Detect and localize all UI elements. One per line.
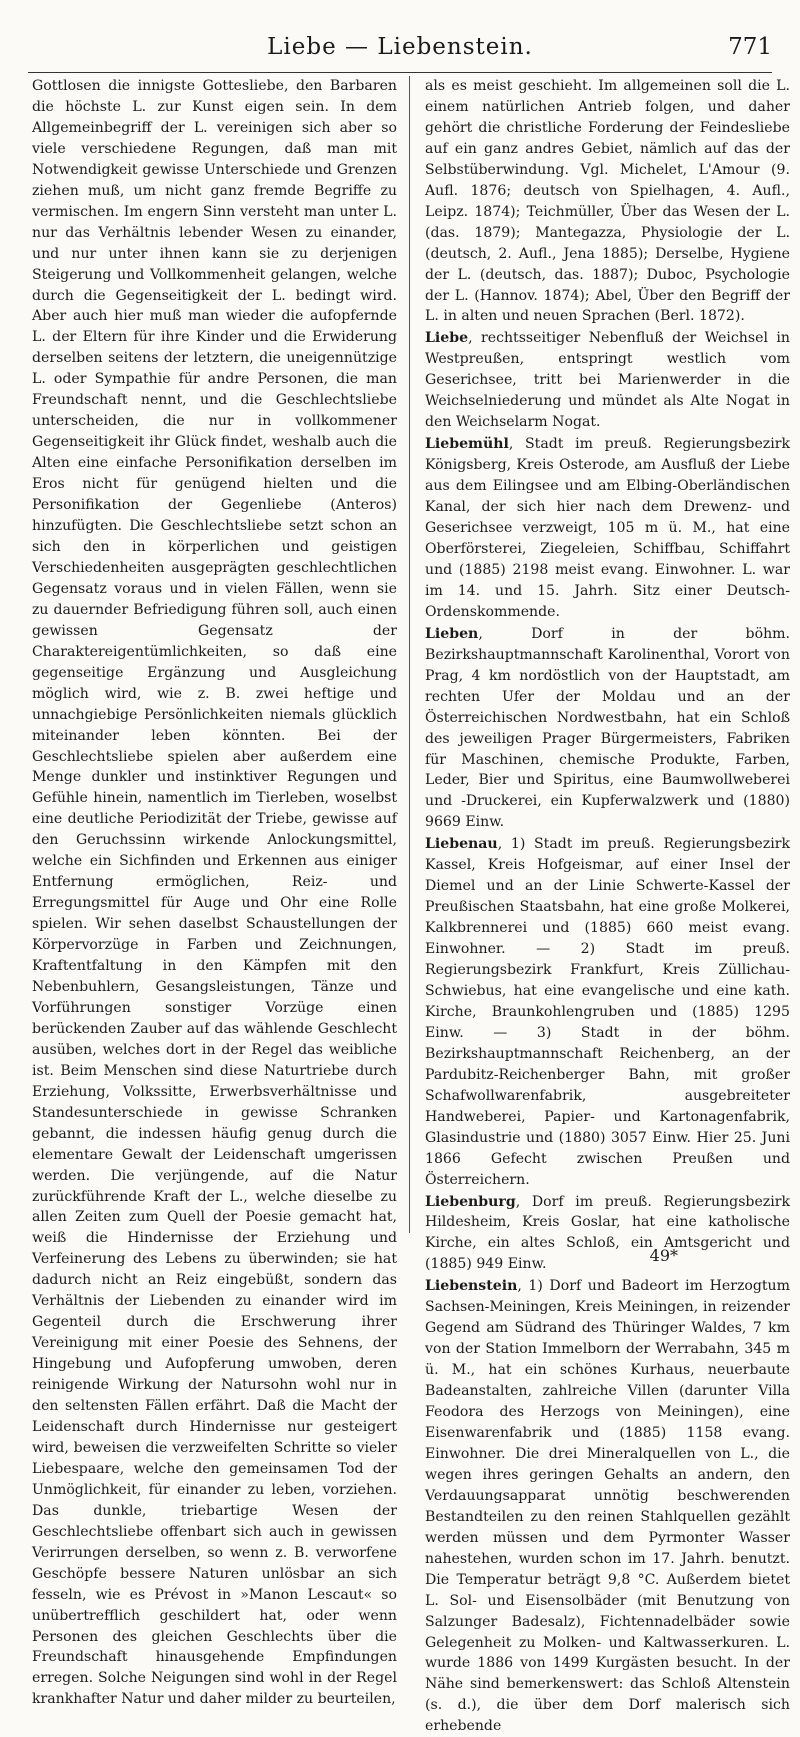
entry-headword: Liebenstein: [425, 1278, 518, 1295]
entry-headword: Liebenau: [425, 836, 498, 853]
entry-headword: Lieben: [425, 625, 479, 642]
entry-text: , rechtsseitiger Nebenfluß der Weichsel in Westpreußen, entspringt westlich vom Geserichsee, tritt bei Marienwerder in die Weichselniederung und mündet als Alte Nogat in den Weichselarm Nogat.: [425, 330, 790, 431]
article-text: Gottlosen die innigste Gottesliebe, den Barbaren die höchste L. zur Kunst eigen sein. In dem Allgemeinbegriff der L. vereinigen sich aber so viele verschiedene Regungen, daß man mit Notwendigkeit gewisse Unterschiede und Grenzen ziehen muß, um nicht ganz fremde Begriffe zu vermischen. Im engern Sinn versteht man unter L. nur das Verhältnis lebender Wesen zu einander, und nur unter ihnen kann sie zu derjenigen Steigerung und Vollkommenheit gelangen, welche durch die Gegenseitigkeit der L. bedingt wird. Aber auch hier muß man wieder die aufopfernde L. der Eltern für ihre Kinder und die Erwiderung derselben seitens der letztern, die uneigennützige L. oder Sympathie für andre Personen, die man Freundschaft nennt, und die Geschlechtsliebe unterscheiden, die nur in vollkommener Gegenseitigkeit ihr Glück findet, weshalb auch die Alten eine einfache Personifikation derselben im Eros nicht für genügend hielten und die Personifikation der Gegenliebe (Anteros) hinzufügten. Die Geschlechtsliebe setzt schon an sich den in körperlichen und geistigen Verschiedenheiten ausgeprägten geschlechtlichen Gegensatz voraus und in vielen Fällen, wenn sie zu dauernder Befriedigung führen soll, auch einen gewissen Gegensatz der Charaktereigentümlichkeiten, so daß eine gegenseitige Ergänzung und Ausgleichung möglich wird, wie z. B. zwei heftige und unnachgiebige Persönlichkeiten niemals glücklich miteinander leben könnten. Bei der Geschlechtsliebe spielen aber außerdem eine Menge dunkler und instinktiver Regungen und Gefühle hinein, namentlich im Tierleben, woselbst eine deutliche Periodizität der Triebe, gewisse auf den Geruchssinn wirkende Anlockungsmittel, welche ein Sichfinden und Erkennen aus einiger Entfernung ermöglichen, Reiz- und Erregungsmittel für Auge und Ohr eine Rolle spielen. Wir sehen daselbst Schaustellungen der Körpervorzüge in Farben und Zeichnungen, Kraftentfaltung in den Kämpfen mit den Nebenbuhlern, Gesangsleistungen, Tänze und Vorführungen sonstiger Vorzüge einen berückenden Zauber auf das wählende Geschlecht ausüben, welches dort in der Regel das weibliche ist. Beim Menschen sind diese Naturtriebe durch Erziehung, Volkssitte, Erwerbsverhältnisse und Standesunterschiede in gewisse Schranken gebannt, die indessen häufig genug durch die elementare Gewalt der Leidenschaft umgerissen werden. Die verjüngende, auf die Natur zurückführende Kraft der L., welche dieselbe zu allen Zeiten zum Quell der Poesie gemacht hat, weiß die Hindernisse der Erziehung und Verfeinerung des Lebens zu überwinden; sie hat dadurch nicht an Reiz eingebüßt, sondern das Verhältnis der Liebenden zu einander wird im Gegenteil durch die Erschwerung ihrer Vereinigung mit einer Poesie des Sehnens, der Hingebung und Aufopferung umwoben, deren reinigende Wirkung der Natursohn wohl nur in den seltensten Fällen erfährt. Daß die Macht der Leidenschaft durch Hindernisse nur gesteigert wird, beweisen die verzweifelten Schritte so vieler Liebespaare, welche den gemeinsamen Tod der Unmöglichkeit, für einander zu leben, vorziehen. Das dunkle, triebartige Wesen der Geschlechtsliebe offenbart sich auch in gewissen Verirrungen derselben, so wenn z. B. verworfene Geschöpfe bessere Naturen unlösbar an sich fesseln, wie es Prévost in »Manon Lescaut« so unübertrefflich geschildert hat, oder wenn Personen des gleichen Geschlechts über die Freundschaft hinausgehende Empfindungen erregen. Solche Neigungen sind wohl in der Regel krankhafter Natur und daher milder zu beurteilen,: [32, 78, 397, 1708]
entry-headword: Liebe: [425, 330, 469, 347]
article-text: [425, 76, 790, 327]
entry-text: als es meist geschieht. Im allgemeinen soll die L. einem natürlichen Antrieb folgen, und daher gehört die christliche Forderung der Feindesliebe auf ein ganz andres Gebiet, nämlich auf das der Selbstüberwindung. Vgl. Michelet, L'Amour (9. Aufl. 1876; deutsch von Spielhagen, 4. Aufl., Leipz. 1874); Teichmüller, Über das Wesen der L. (das. 1879); Mantegazza, Physiologie der L. (deutsch, 2. Aufl., Jena 1885); Derselbe, Hygiene der L. (deutsch, das. 1887); Duboc, Psychologie der L. (Hannov. 1874); Abel, Über den Begriff der L. in alten und neuen Sprachen (Berl. 1872).: [425, 78, 790, 325]
column-divider: [409, 76, 410, 1233]
entry-liebenau: [425, 834, 790, 1190]
entry-text: , Dorf im preuß. Regierungsbezirk Hildesheim, Kreis Goslar, hat eine katholische Kirche, ein altes Schloß, ein Amtsgericht und (1885) 949 Einw.: [425, 1193, 790, 1273]
page-number: 771: [728, 34, 772, 60]
right-column: [425, 76, 790, 1735]
entry-liebemuehl: [425, 434, 790, 623]
running-header: [28, 30, 772, 70]
entry-headword: Liebenburg: [425, 1193, 516, 1210]
running-title: Liebe — Liebenstein.: [267, 34, 533, 60]
printer-signature: 49*: [649, 1246, 678, 1265]
entry-liebenstein: [425, 1276, 790, 1737]
entry-text: , Dorf in der böhm. Bezirkshauptmannschaft Karolinenthal, Vorort von Prag, 4 km nordöstlich von der Hauptstadt, am rechten Ufer der Moldau und an der Österreichischen Nordwestbahn, hat ein Schloß des jeweiligen Prager Bürgermeisters, Fabriken für Maschinen, chemische Produkte, Farben, Leder, Bier und Spiritus, eine Baumwollweberei und -Druckerei, ein Kupferwalzwerk und (1880) 9669 Einw.: [425, 625, 790, 831]
header-rule: [28, 72, 772, 73]
entry-liebe: [425, 328, 790, 433]
entry-liebenburg: [425, 1192, 790, 1276]
entry-text: , 1) Dorf und Badeort im Herzogtum Sachsen-Meiningen, Kreis Meiningen, in reizender Gegend am Südrand des Thüringer Waldes, 7 km von der Station Immelborn der Werrabahn, 345 m ü. M., hat ein schönes Kurhaus, neuerbaute Badeanstalten, zahlreiche Villen (darunter Villa Feodora des Herzogs von Meiningen), eine Eisenwarenfabrik und (1885) 1158 evang. Einwohner. Die drei Mineralquellen von L., die wegen ihres geringen Gehalts an andern, den Verdauungsapparat unnötig beschwerenden Bestandteilen zu den reinen Stahlquellen gezählt werden müssen und dem Pyrmonter Wasser nahestehen, wurden schon im 17. Jahrh. benutzt. Die Temperatur beträgt 9,8 °C. Außerdem bietet L. Sol- und Eisensolbäder (mit Benutzung von Salzunger Badesalz), Fichtennadelbäder sowie Gelegenheit zu Molken- und Kaltwasserkuren. L. wurde 1886 von 1499 Kurgästen besucht. In der Nähe sind bemerkenswert: das Schloß Altenstein (s. d.), die über dem Dorf malerisch sich erhebende: [425, 1278, 790, 1735]
entry-lieben: [425, 624, 790, 834]
entry-text: , 1) Stadt im preuß. Regierungsbezirk Kassel, Kreis Hofgeismar, auf einer Insel der Diemel und an der Linie Schwerte-Kassel der Preußischen Staatsbahn, hat eine große Molkerei, Kalkbrennerei und (1885) 660 meist evang. Einwohner. — 2) Stadt im preuß. Regierungsbezirk Frankfurt, Kreis Züllichau-Schwiebus, hat eine evangelische und eine kath. Kirche, Braunkohlengruben und (1885) 1295 Einw. — 3) Stadt in der böhm. Bezirkshauptmannschaft Reichenberg, an der Pardubitz-Reichenberger Bahn, mit großer Schafwollwarenfabrik, ausgebreiteter Handweberei, Papier- und Kartonagenfabrik, Glasindustrie und (1880) 3057 Einw. Hier 25. Juni 1866 Gefecht zwischen Preußen und Österreichern.: [425, 836, 790, 1188]
entry-text: , Stadt im preuß. Regierungsbezirk Königsberg, Kreis Osterode, am Ausfluß der Liebe aus dem Eilingsee und am Elbing-Oberländischen Kanal, der sich hier nach dem Drewenz- und Geserichsee verzweigt, 105 m ü. M., hat eine Oberförsterei, Ziegeleien, Schiffbau, Schiffahrt und (1885) 2198 meist evang. Einwohner. L. war im 14. und 15. Jahrh. Sitz einer Deutsch-Ordenskommende.: [425, 436, 790, 620]
left-column: [32, 76, 397, 1708]
entry-headword: Liebemühl: [425, 436, 509, 453]
